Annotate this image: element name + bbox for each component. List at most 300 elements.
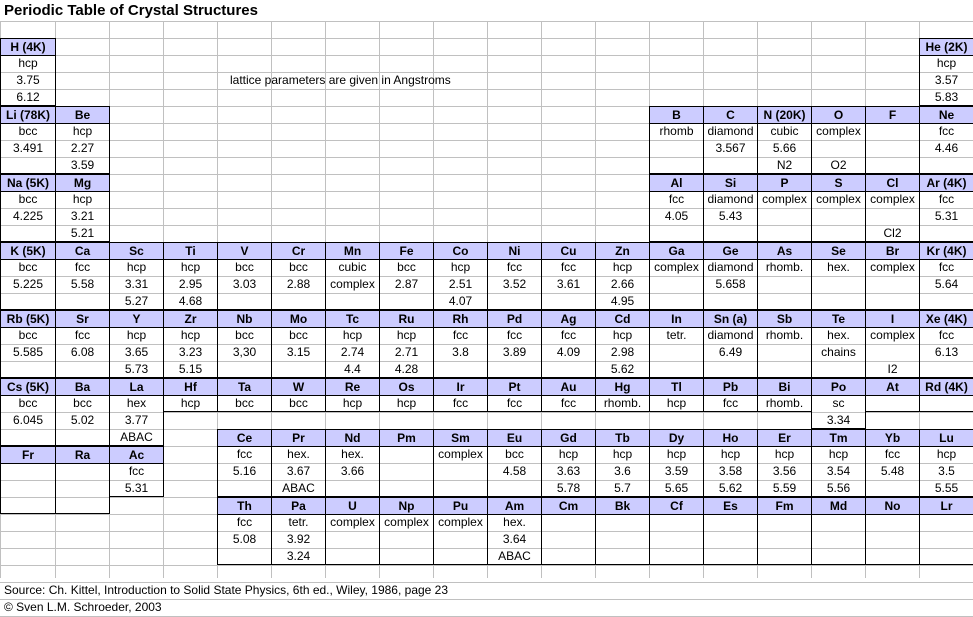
structure-cell[interactable]: bcc <box>271 395 326 412</box>
lattice-parameter-cell[interactable] <box>865 344 920 361</box>
lattice-parameter-cell[interactable]: 5.56 <box>811 480 866 497</box>
lattice-parameter-cell[interactable]: 5.02 <box>55 412 110 429</box>
structure-cell[interactable]: hcp <box>703 446 758 463</box>
element-symbol-cell[interactable]: Mo <box>271 310 326 328</box>
structure-cell[interactable]: complex <box>811 191 866 208</box>
element-symbol-cell[interactable]: Ce <box>217 429 272 447</box>
element-symbol-cell[interactable]: Eu <box>487 429 542 447</box>
structure-cell[interactable]: hex. <box>811 327 866 344</box>
lattice-parameter-cell[interactable] <box>55 293 110 310</box>
structure-cell[interactable]: fcc <box>487 395 542 412</box>
lattice-parameter-cell[interactable] <box>271 293 326 310</box>
structure-cell[interactable]: hcp <box>379 395 434 412</box>
structure-cell[interactable]: bcc <box>0 259 56 276</box>
lattice-parameter-cell[interactable]: chains <box>811 344 866 361</box>
lattice-parameter-cell[interactable] <box>757 276 812 293</box>
structure-cell[interactable]: complex <box>865 327 920 344</box>
element-symbol-cell[interactable]: Sb <box>757 310 812 328</box>
lattice-parameter-cell[interactable]: 3.6 <box>595 463 650 480</box>
element-symbol-cell[interactable]: Np <box>379 497 434 515</box>
lattice-parameter-cell[interactable]: 6.12 <box>0 89 56 106</box>
element-symbol-cell[interactable]: Ac <box>109 446 164 464</box>
lattice-parameter-cell[interactable] <box>811 276 866 293</box>
lattice-parameter-cell[interactable]: 3.61 <box>541 276 596 293</box>
element-symbol-cell[interactable]: Bi <box>757 378 812 396</box>
structure-cell[interactable]: hcp <box>919 55 973 72</box>
element-symbol-cell[interactable]: Al <box>649 174 704 192</box>
lattice-parameter-cell[interactable] <box>271 361 326 378</box>
structure-cell[interactable]: hex. <box>325 446 380 463</box>
lattice-parameter-cell[interactable] <box>865 157 920 174</box>
lattice-parameter-cell[interactable] <box>217 480 272 497</box>
structure-cell[interactable]: cubic <box>757 123 812 140</box>
structure-cell[interactable] <box>919 514 973 531</box>
element-symbol-cell[interactable]: Pb <box>703 378 758 396</box>
lattice-parameter-cell[interactable]: 3.77 <box>109 412 164 429</box>
structure-cell[interactable]: bcc <box>487 446 542 463</box>
element-symbol-cell[interactable]: Tb <box>595 429 650 447</box>
structure-cell[interactable]: complex <box>433 514 488 531</box>
lattice-parameter-cell[interactable] <box>649 344 704 361</box>
lattice-parameter-cell[interactable] <box>55 429 110 446</box>
element-symbol-cell[interactable]: I <box>865 310 920 328</box>
lattice-parameter-cell[interactable]: 5.08 <box>217 531 272 548</box>
element-symbol-cell[interactable]: Co <box>433 242 488 260</box>
lattice-parameter-cell[interactable]: 3.5 <box>919 463 973 480</box>
element-symbol-cell[interactable]: Er <box>757 429 812 447</box>
element-symbol-cell[interactable]: Fe <box>379 242 434 260</box>
lattice-parameter-cell[interactable] <box>757 344 812 361</box>
structure-cell[interactable]: fcc <box>919 191 973 208</box>
lattice-parameter-cell[interactable]: 2.74 <box>325 344 380 361</box>
structure-cell[interactable]: diamond <box>703 123 758 140</box>
lattice-parameter-cell[interactable]: 4.95 <box>595 293 650 310</box>
lattice-parameter-cell[interactable] <box>703 293 758 310</box>
element-symbol-cell[interactable]: Zr <box>163 310 218 328</box>
lattice-parameter-cell[interactable]: 3.57 <box>919 72 973 89</box>
lattice-parameter-cell[interactable] <box>649 157 704 174</box>
element-symbol-cell[interactable]: Cu <box>541 242 596 260</box>
lattice-parameter-cell[interactable] <box>541 293 596 310</box>
structure-cell[interactable]: fcc <box>55 259 110 276</box>
lattice-parameter-cell[interactable] <box>649 361 704 378</box>
element-symbol-cell[interactable]: Ta <box>217 378 272 396</box>
element-symbol-cell[interactable]: Th <box>217 497 272 515</box>
lattice-parameter-cell[interactable] <box>811 293 866 310</box>
element-symbol-cell[interactable]: Li (78K) <box>0 106 56 124</box>
structure-cell[interactable]: complex <box>379 514 434 531</box>
element-symbol-cell[interactable]: Ga <box>649 242 704 260</box>
lattice-parameter-cell[interactable] <box>0 497 56 514</box>
lattice-parameter-cell[interactable]: 2.51 <box>433 276 488 293</box>
lattice-parameter-cell[interactable] <box>487 361 542 378</box>
element-symbol-cell[interactable]: Fm <box>757 497 812 515</box>
structure-cell[interactable]: complex <box>325 514 380 531</box>
element-symbol-cell[interactable]: S <box>811 174 866 192</box>
lattice-parameter-cell[interactable] <box>811 361 866 378</box>
lattice-parameter-cell[interactable] <box>541 531 596 548</box>
element-symbol-cell[interactable]: B <box>649 106 704 124</box>
lattice-parameter-cell[interactable]: 5.64 <box>919 276 973 293</box>
lattice-parameter-cell[interactable] <box>55 497 110 514</box>
lattice-parameter-cell[interactable] <box>379 548 434 565</box>
element-symbol-cell[interactable]: Au <box>541 378 596 396</box>
lattice-parameter-cell[interactable]: 2.66 <box>595 276 650 293</box>
lattice-parameter-cell[interactable] <box>487 293 542 310</box>
element-symbol-cell[interactable]: Na (5K) <box>0 174 56 192</box>
element-symbol-cell[interactable]: As <box>757 242 812 260</box>
lattice-parameter-cell[interactable]: 3,30 <box>217 344 272 361</box>
structure-cell[interactable]: complex <box>649 259 704 276</box>
element-symbol-cell[interactable]: Cf <box>649 497 704 515</box>
structure-cell[interactable] <box>919 395 973 412</box>
lattice-parameter-cell[interactable]: 4.05 <box>649 208 704 225</box>
element-symbol-cell[interactable]: Sr <box>55 310 110 328</box>
element-symbol-cell[interactable]: Pa <box>271 497 326 515</box>
structure-cell[interactable]: hcp <box>109 327 164 344</box>
element-symbol-cell[interactable]: Rb (5K) <box>0 310 56 328</box>
structure-cell[interactable]: hcp <box>595 327 650 344</box>
lattice-parameter-cell[interactable] <box>0 361 56 378</box>
element-symbol-cell[interactable]: Tc <box>325 310 380 328</box>
lattice-parameter-cell[interactable] <box>379 480 434 497</box>
lattice-parameter-cell[interactable] <box>703 531 758 548</box>
lattice-parameter-cell[interactable] <box>865 531 920 548</box>
lattice-parameter-cell[interactable] <box>811 225 866 242</box>
element-symbol-cell[interactable]: Os <box>379 378 434 396</box>
element-symbol-cell[interactable]: Sn (a) <box>703 310 758 328</box>
structure-cell[interactable]: hcp <box>163 327 218 344</box>
element-symbol-cell[interactable]: Mg <box>55 174 110 192</box>
lattice-parameter-cell[interactable] <box>0 480 56 497</box>
structure-cell[interactable]: hcp <box>379 327 434 344</box>
lattice-parameter-cell[interactable] <box>919 531 973 548</box>
lattice-parameter-cell[interactable]: ABAC <box>487 548 542 565</box>
lattice-parameter-cell[interactable] <box>55 361 110 378</box>
element-symbol-cell[interactable]: U <box>325 497 380 515</box>
element-symbol-cell[interactable]: At <box>865 378 920 396</box>
lattice-parameter-cell[interactable] <box>217 548 272 565</box>
lattice-parameter-cell[interactable]: 5.31 <box>109 480 164 497</box>
structure-cell[interactable]: hcp <box>757 446 812 463</box>
lattice-parameter-cell[interactable]: 3.21 <box>55 208 110 225</box>
lattice-parameter-cell[interactable] <box>757 293 812 310</box>
lattice-parameter-cell[interactable]: 5.62 <box>703 480 758 497</box>
lattice-parameter-cell[interactable] <box>919 225 973 242</box>
element-symbol-cell[interactable]: Md <box>811 497 866 515</box>
element-symbol-cell[interactable]: Gd <box>541 429 596 447</box>
structure-cell[interactable]: hcp <box>649 446 704 463</box>
element-symbol-cell[interactable]: Ne <box>919 106 973 124</box>
element-symbol-cell[interactable]: Ru <box>379 310 434 328</box>
lattice-parameter-cell[interactable] <box>757 361 812 378</box>
lattice-parameter-cell[interactable]: 5.73 <box>109 361 164 378</box>
element-symbol-cell[interactable]: Ti <box>163 242 218 260</box>
lattice-parameter-cell[interactable] <box>595 531 650 548</box>
structure-cell[interactable]: rhomb. <box>595 395 650 412</box>
element-symbol-cell[interactable]: K (5K) <box>0 242 56 260</box>
element-symbol-cell[interactable]: Si <box>703 174 758 192</box>
structure-cell[interactable]: hex. <box>271 446 326 463</box>
structure-cell[interactable] <box>703 514 758 531</box>
lattice-parameter-cell[interactable]: 5.15 <box>163 361 218 378</box>
lattice-parameter-cell[interactable] <box>865 293 920 310</box>
lattice-parameter-cell[interactable]: 3.63 <box>541 463 596 480</box>
lattice-parameter-cell[interactable]: 5.65 <box>649 480 704 497</box>
structure-cell[interactable] <box>865 514 920 531</box>
lattice-parameter-cell[interactable]: 3.89 <box>487 344 542 361</box>
lattice-parameter-cell[interactable]: 5.31 <box>919 208 973 225</box>
structure-cell[interactable]: bcc <box>379 259 434 276</box>
element-symbol-cell[interactable]: Tm <box>811 429 866 447</box>
structure-cell[interactable]: fcc <box>487 259 542 276</box>
lattice-parameter-cell[interactable]: 5.7 <box>595 480 650 497</box>
element-symbol-cell[interactable]: Pr <box>271 429 326 447</box>
lattice-parameter-cell[interactable] <box>595 548 650 565</box>
element-symbol-cell[interactable]: H (4K) <box>0 38 56 56</box>
lattice-parameter-cell[interactable]: 5.62 <box>595 361 650 378</box>
lattice-parameter-cell[interactable]: 3.75 <box>0 72 56 89</box>
lattice-parameter-cell[interactable]: 5.48 <box>865 463 920 480</box>
lattice-parameter-cell[interactable] <box>433 548 488 565</box>
lattice-parameter-cell[interactable] <box>811 208 866 225</box>
element-symbol-cell[interactable]: Be <box>55 106 110 124</box>
lattice-parameter-cell[interactable]: 4.68 <box>163 293 218 310</box>
structure-cell[interactable] <box>865 395 920 412</box>
lattice-parameter-cell[interactable]: 6.08 <box>55 344 110 361</box>
lattice-parameter-cell[interactable] <box>811 140 866 157</box>
element-symbol-cell[interactable]: Re <box>325 378 380 396</box>
structure-cell[interactable]: hcp <box>649 395 704 412</box>
element-symbol-cell[interactable]: Nb <box>217 310 272 328</box>
lattice-parameter-cell[interactable]: 2.95 <box>163 276 218 293</box>
lattice-parameter-cell[interactable]: 6.49 <box>703 344 758 361</box>
lattice-parameter-cell[interactable] <box>865 276 920 293</box>
lattice-parameter-cell[interactable] <box>325 531 380 548</box>
lattice-parameter-cell[interactable]: 3.15 <box>271 344 326 361</box>
element-symbol-cell[interactable]: Bk <box>595 497 650 515</box>
lattice-parameter-cell[interactable] <box>757 548 812 565</box>
element-symbol-cell[interactable]: Nd <box>325 429 380 447</box>
element-symbol-cell[interactable]: Rh <box>433 310 488 328</box>
lattice-parameter-cell[interactable]: 3.56 <box>757 463 812 480</box>
element-symbol-cell[interactable]: Lu <box>919 429 973 447</box>
lattice-parameter-cell[interactable]: 3.23 <box>163 344 218 361</box>
lattice-parameter-cell[interactable] <box>217 361 272 378</box>
structure-cell[interactable]: bcc <box>0 191 56 208</box>
structure-cell[interactable]: hcp <box>595 446 650 463</box>
lattice-parameter-cell[interactable]: 5.83 <box>919 89 973 106</box>
structure-cell[interactable]: rhomb. <box>757 259 812 276</box>
lattice-parameter-cell[interactable] <box>649 276 704 293</box>
structure-cell[interactable] <box>865 123 920 140</box>
element-symbol-cell[interactable]: W <box>271 378 326 396</box>
element-symbol-cell[interactable]: Te <box>811 310 866 328</box>
element-symbol-cell[interactable]: Lr <box>919 497 973 515</box>
lattice-parameter-cell[interactable]: 3.92 <box>271 531 326 548</box>
lattice-parameter-cell[interactable] <box>325 548 380 565</box>
lattice-parameter-cell[interactable] <box>217 293 272 310</box>
lattice-parameter-cell[interactable] <box>0 293 56 310</box>
lattice-parameter-cell[interactable]: 4.46 <box>919 140 973 157</box>
element-symbol-cell[interactable]: Cm <box>541 497 596 515</box>
lattice-parameter-cell[interactable]: complex <box>325 276 380 293</box>
element-symbol-cell[interactable]: He (2K) <box>919 38 973 56</box>
lattice-parameter-cell[interactable] <box>0 157 56 174</box>
element-symbol-cell[interactable]: Zn <box>595 242 650 260</box>
element-symbol-cell[interactable]: Pd <box>487 310 542 328</box>
structure-cell[interactable]: fcc <box>919 259 973 276</box>
element-symbol-cell[interactable]: Tl <box>649 378 704 396</box>
structure-cell[interactable]: fcc <box>217 514 272 531</box>
structure-cell[interactable]: hcp <box>163 395 218 412</box>
element-symbol-cell[interactable]: Cd <box>595 310 650 328</box>
element-symbol-cell[interactable]: Se <box>811 242 866 260</box>
lattice-parameter-cell[interactable]: 3.59 <box>55 157 110 174</box>
lattice-parameter-cell[interactable]: 5.78 <box>541 480 596 497</box>
element-symbol-cell[interactable]: Cs (5K) <box>0 378 56 396</box>
structure-cell[interactable]: fcc <box>433 395 488 412</box>
lattice-parameter-cell[interactable] <box>757 225 812 242</box>
structure-cell[interactable]: hcp <box>109 259 164 276</box>
structure-cell[interactable]: complex <box>433 446 488 463</box>
structure-cell[interactable] <box>649 514 704 531</box>
lattice-parameter-cell[interactable]: 3.491 <box>0 140 56 157</box>
structure-cell[interactable]: fcc <box>541 327 596 344</box>
structure-cell[interactable]: bcc <box>0 395 56 412</box>
lattice-parameter-cell[interactable] <box>811 548 866 565</box>
lattice-parameter-cell[interactable] <box>379 293 434 310</box>
lattice-parameter-cell[interactable]: 4.28 <box>379 361 434 378</box>
lattice-parameter-cell[interactable]: 4.225 <box>0 208 56 225</box>
lattice-parameter-cell[interactable]: 3.03 <box>217 276 272 293</box>
lattice-parameter-cell[interactable] <box>433 531 488 548</box>
lattice-parameter-cell[interactable]: 3.54 <box>811 463 866 480</box>
structure-cell[interactable]: hcp <box>55 123 110 140</box>
element-symbol-cell[interactable]: Sm <box>433 429 488 447</box>
element-symbol-cell[interactable]: Hg <box>595 378 650 396</box>
lattice-parameter-cell[interactable]: ABAC <box>109 429 164 446</box>
lattice-parameter-cell[interactable] <box>919 548 973 565</box>
lattice-parameter-cell[interactable] <box>649 548 704 565</box>
lattice-parameter-cell[interactable]: 6.13 <box>919 344 973 361</box>
element-symbol-cell[interactable]: Ra <box>55 446 110 464</box>
structure-cell[interactable]: rhomb. <box>757 327 812 344</box>
structure-cell[interactable]: fcc <box>541 395 596 412</box>
lattice-parameter-cell[interactable]: N2 <box>757 157 812 174</box>
structure-cell[interactable]: bcc <box>271 259 326 276</box>
lattice-parameter-cell[interactable]: 3.67 <box>271 463 326 480</box>
structure-cell[interactable]: diamond <box>703 327 758 344</box>
lattice-parameter-cell[interactable] <box>325 480 380 497</box>
lattice-parameter-cell[interactable] <box>649 293 704 310</box>
lattice-parameter-cell[interactable]: 5.59 <box>757 480 812 497</box>
lattice-parameter-cell[interactable]: 5.27 <box>109 293 164 310</box>
lattice-parameter-cell[interactable]: 3.58 <box>703 463 758 480</box>
structure-cell[interactable]: fcc <box>703 395 758 412</box>
element-symbol-cell[interactable]: Y <box>109 310 164 328</box>
element-symbol-cell[interactable]: Cl <box>865 174 920 192</box>
structure-cell[interactable]: hcp <box>0 55 56 72</box>
structure-cell[interactable] <box>595 514 650 531</box>
structure-cell[interactable]: diamond <box>703 259 758 276</box>
structure-cell[interactable]: tetr. <box>649 327 704 344</box>
element-symbol-cell[interactable]: No <box>865 497 920 515</box>
element-symbol-cell[interactable]: Cr <box>271 242 326 260</box>
structure-cell[interactable]: hcp <box>919 446 973 463</box>
structure-cell[interactable]: bcc <box>217 259 272 276</box>
structure-cell[interactable]: complex <box>865 259 920 276</box>
structure-cell[interactable]: sc <box>811 395 866 412</box>
element-symbol-cell[interactable]: Pu <box>433 497 488 515</box>
lattice-parameter-cell[interactable] <box>649 225 704 242</box>
lattice-parameter-cell[interactable]: 5.66 <box>757 140 812 157</box>
structure-cell[interactable]: fcc <box>919 327 973 344</box>
lattice-parameter-cell[interactable]: 3.66 <box>325 463 380 480</box>
structure-cell[interactable]: hcp <box>163 259 218 276</box>
structure-cell[interactable] <box>55 463 110 480</box>
structure-cell[interactable]: bcc <box>0 327 56 344</box>
element-symbol-cell[interactable]: Ca <box>55 242 110 260</box>
structure-cell[interactable]: fcc <box>487 327 542 344</box>
lattice-parameter-cell[interactable] <box>433 361 488 378</box>
structure-cell[interactable]: bcc <box>217 327 272 344</box>
lattice-parameter-cell[interactable]: 2.71 <box>379 344 434 361</box>
structure-cell[interactable]: bcc <box>271 327 326 344</box>
element-symbol-cell[interactable]: Fr <box>0 446 56 464</box>
structure-cell[interactable] <box>541 514 596 531</box>
element-symbol-cell[interactable]: Mn <box>325 242 380 260</box>
structure-cell[interactable]: complex <box>757 191 812 208</box>
structure-cell[interactable] <box>811 514 866 531</box>
structure-cell[interactable]: hcp <box>325 395 380 412</box>
element-symbol-cell[interactable]: In <box>649 310 704 328</box>
structure-cell[interactable] <box>757 514 812 531</box>
lattice-parameter-cell[interactable]: 3.59 <box>649 463 704 480</box>
lattice-parameter-cell[interactable]: 3.34 <box>811 412 866 429</box>
lattice-parameter-cell[interactable] <box>487 480 542 497</box>
element-symbol-cell[interactable]: Br <box>865 242 920 260</box>
lattice-parameter-cell[interactable]: 2.27 <box>55 140 110 157</box>
structure-cell[interactable]: hcp <box>433 259 488 276</box>
lattice-parameter-cell[interactable] <box>919 361 973 378</box>
structure-cell[interactable]: hcp <box>325 327 380 344</box>
element-symbol-cell[interactable]: P <box>757 174 812 192</box>
element-symbol-cell[interactable]: Ge <box>703 242 758 260</box>
lattice-parameter-cell[interactable]: 4.09 <box>541 344 596 361</box>
element-symbol-cell[interactable]: Kr (4K) <box>919 242 973 260</box>
structure-cell[interactable]: hcp <box>811 446 866 463</box>
structure-cell[interactable]: rhomb <box>649 123 704 140</box>
lattice-parameter-cell[interactable] <box>541 548 596 565</box>
structure-cell[interactable]: tetr. <box>271 514 326 531</box>
structure-cell[interactable]: fcc <box>217 446 272 463</box>
structure-cell[interactable]: hex <box>109 395 164 412</box>
element-symbol-cell[interactable]: Yb <box>865 429 920 447</box>
lattice-parameter-cell[interactable]: 5.658 <box>703 276 758 293</box>
structure-cell[interactable]: rhomb. <box>757 395 812 412</box>
lattice-parameter-cell[interactable]: I2 <box>865 361 920 378</box>
structure-cell[interactable]: fcc <box>919 123 973 140</box>
element-symbol-cell[interactable]: O <box>811 106 866 124</box>
lattice-parameter-cell[interactable] <box>919 293 973 310</box>
element-symbol-cell[interactable]: La <box>109 378 164 396</box>
lattice-parameter-cell[interactable]: 5.16 <box>217 463 272 480</box>
lattice-parameter-cell[interactable]: 2.98 <box>595 344 650 361</box>
lattice-parameter-cell[interactable] <box>757 208 812 225</box>
lattice-parameter-cell[interactable]: 3.65 <box>109 344 164 361</box>
element-symbol-cell[interactable]: Xe (4K) <box>919 310 973 328</box>
